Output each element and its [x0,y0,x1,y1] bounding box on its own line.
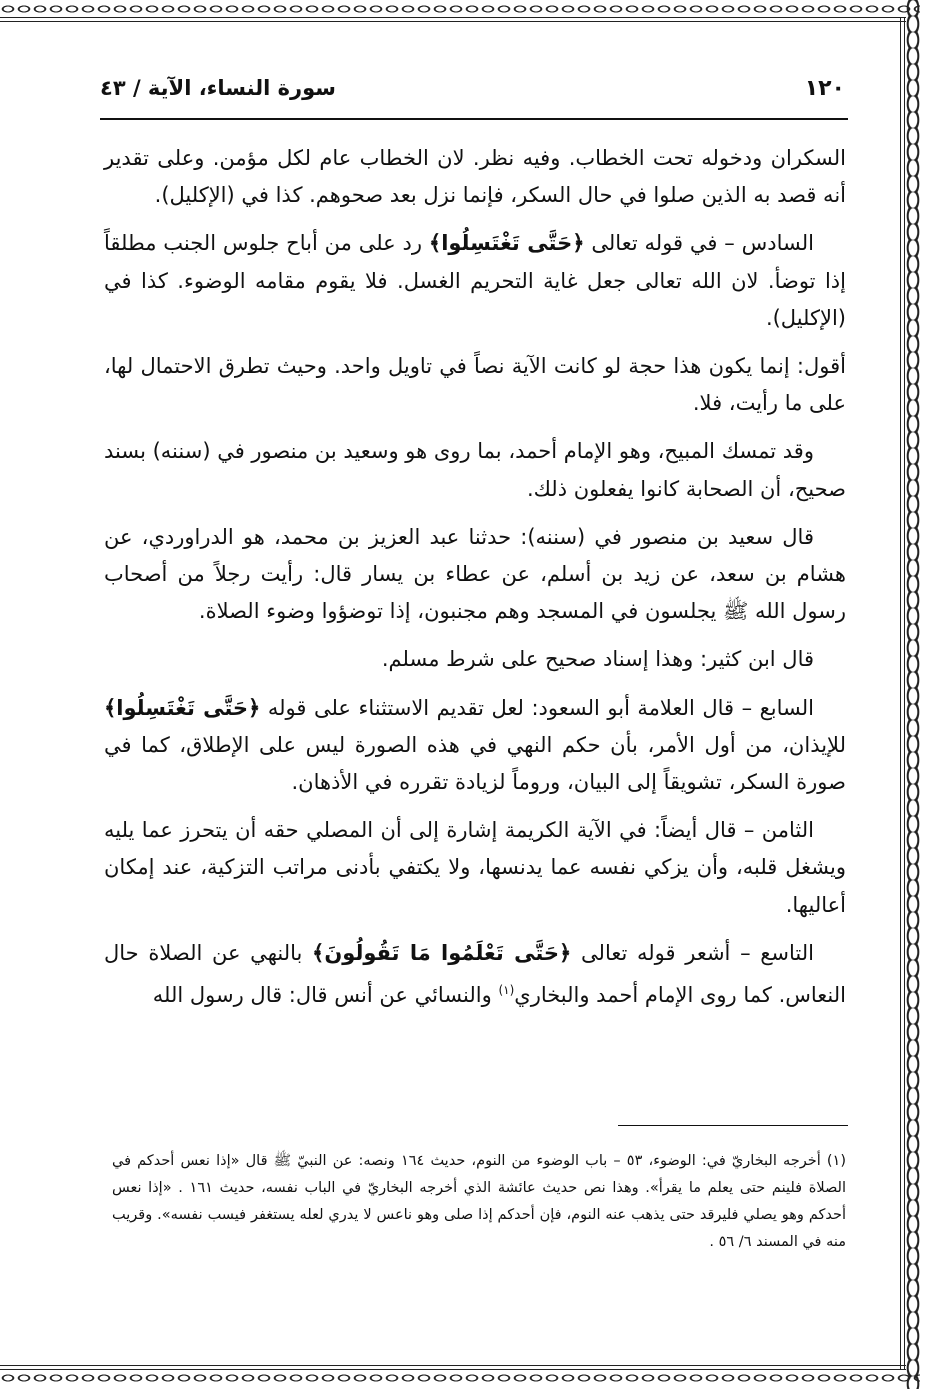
footnotes [112,1148,846,1256]
paragraph: أقول: إنما يكون هذا حجة لو كانت الآية نصاً في تاويل واحد. وحيث تطرق الاحتمال لها، على ما رأيت، فلا. [104,354,846,416]
quran-verse: ﴿حَتَّى تَغْتَسِلُوا﴾ [104,695,261,720]
right-border-rule [900,17,905,1369]
paragraph-text: السابع – قال العلامة أبو السعود: لعل تقديم الاستثناء على قوله [260,695,814,720]
paragraph: الثامن – قال أيضاً: في الآية الكريمة إشارة إلى أن المصلي حقه أن يتحرز عما يليه ويشغل قلبه، وأن يزكي نفسه عما يدنسها، ولا يكتفي بأدنى مراتب التزكية، عند إمكان أعاليها. [104,818,846,917]
page-number: ١٢٠ [804,76,845,101]
quran-verse: ﴿حَتَّى تَغْتَسِلُوا﴾ [428,231,585,256]
paragraph: قال ابن كثير: وهذا إسناد صحيح على شرط مسلم. [381,647,814,672]
footnote-rule [618,1125,848,1126]
footnote: (١) أخرجه البخاريّ في: الوضوء، ٥٣ – باب الوضوء من النوم، حديث ١٦٤ ونصه: عن النبيّ ﷺ قال «إذا نعس أحدكم في الصلاة فلينم حتى يعلم ما يقرأ». وهذا نص حديث عائشة الذي أخرجه البخاريّ في الباب نفسه، حديث ١٦١ . «إذا نعس أحدكم وهو يصلي فليرقد حتى يذهب عنه النوم، فإن أحدكم إذا صلى وهو ناعس لا يدري لعله يستغفر فيسب نفسه». وقريب منه في المسند ٦/ ٥٦ . [112,1153,846,1250]
paragraph: السكران ودخوله تحت الخطاب. وفيه نظر. لان الخطاب عام لكل مؤمن. وعلى تقدير أنه قصد به الذين صلوا في حال السكر، فإنما نزل بعد صحوهم. كذا في (الإكليل). [104,146,846,208]
running-title: سورة النساء، الآية / ٤٣ [100,76,336,100]
paragraph-text: للإيذان، من أول الأمر، بأن حكم النهي في هذه الصورة ليس على الإطلاق، كما في صورة السكر، تشويقاً إلى البيان، وروماً لزيادة تقرره في الأذهان. [104,732,846,795]
paragraph: قال سعيد بن منصور في (سننه): حدثنا عبد العزيز بن محمد، هو الدراوردي، عن هشام بن سعد، عن زيد بن أسلم، عن عطاء بن يسار قال: رأيت رجلاً من أصحاب رسول الله ﷺ يجلسون في المسجد وهم مجنبون، إذا توضؤوا وضوء الصلاة. [104,524,846,624]
paragraph-text: بالنهي عن الصلاة حال النعاس. كما روى الإمام أحمد والبخاري [104,940,846,1008]
main-text [104,140,846,1025]
paragraph-text: التاسع – أشعر قوله تعالى [571,940,814,965]
bottom-border-rule [0,1365,906,1370]
quran-verse: ﴿حَتَّى تَعْلَمُوا مَا تَقُولُونَ﴾ [312,940,572,965]
page-header [100,72,845,112]
top-decorative-border [0,2,920,16]
paragraph [104,690,846,802]
top-border-rule [0,17,906,22]
paragraph [104,225,846,337]
header-rule [100,118,848,120]
right-decorative-border [906,0,920,1389]
paragraph-text: السادس – في قوله تعالى [584,231,815,256]
paragraph [104,935,846,1014]
bottom-decorative-border [0,1371,920,1385]
paragraph-text: رد على من أباح جلوس الجنب مطلقاً إذا توضأ. لان الله تعالى جعل غاية التحريم الغسل. فلا يقوم مقامه الوضوء. كذا في (الإكليل). [104,231,846,330]
footnote-reference: (١) [498,983,515,998]
paragraph: وقد تمسك المبيح، وهو الإمام أحمد، بما روى هو وسعيد بن منصور في (سننه) بسند صحيح، أن الصحابة كانوا يفعلون ذلك. [103,439,846,501]
paragraph-text: والنسائي عن أنس قال: قال رسول الله [152,983,499,1008]
